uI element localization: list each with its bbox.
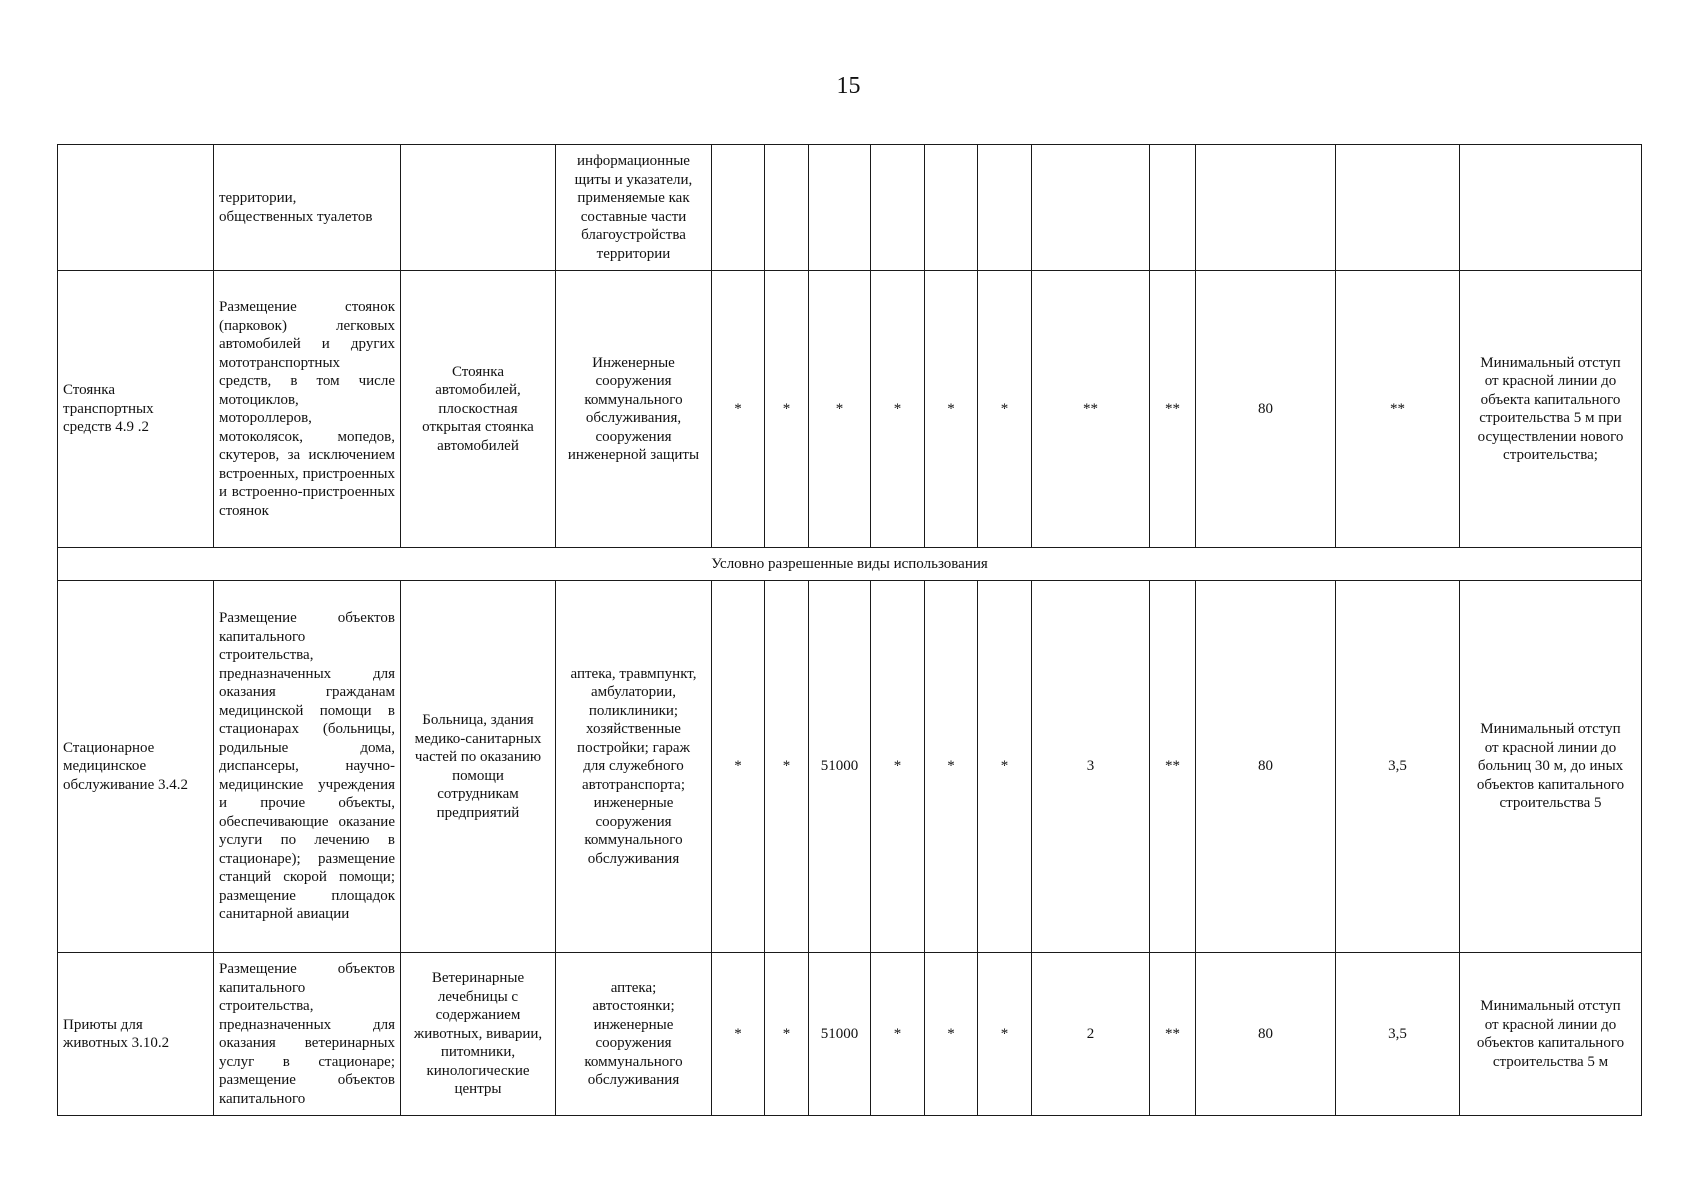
param-cell: 80	[1196, 271, 1336, 548]
main-objects-cell: Стоянка автомобилей, плоскостная открытая стоянка автомобилей	[401, 271, 556, 548]
param-cell	[978, 145, 1032, 271]
param-cell: *	[712, 953, 765, 1116]
param-cell: *	[925, 271, 978, 548]
param-cell: 2	[1032, 953, 1150, 1116]
param-cell: *	[925, 581, 978, 953]
param-cell: *	[712, 581, 765, 953]
param-cell: *	[765, 271, 809, 548]
note-cell: Минимальный отступ от красной линии до больниц 30 м, до иных объектов капитального строительства 5	[1460, 581, 1642, 953]
param-cell	[765, 145, 809, 271]
use-name-cell: Стационарное медицинское обслуживание 3.4.2	[58, 581, 214, 953]
land-use-regulations-table	[57, 144, 1642, 1116]
param-cell	[871, 145, 925, 271]
param-cell: **	[1150, 271, 1196, 548]
param-cell: 3,5	[1336, 581, 1460, 953]
page-number: 15	[836, 73, 861, 99]
param-cell: **	[1150, 953, 1196, 1116]
param-cell	[1032, 145, 1150, 271]
auxiliary-objects-cell: Инженерные сооружения коммунального обслуживания, сооружения инженерной защиты	[556, 271, 712, 548]
param-cell: *	[978, 581, 1032, 953]
param-cell: *	[978, 271, 1032, 548]
main-objects-cell: Больница, здания медико-санитарных частей по оказанию помощи сотрудникам предприятий	[401, 581, 556, 953]
main-objects-cell	[401, 145, 556, 271]
param-cell: *	[978, 953, 1032, 1116]
param-cell: **	[1032, 271, 1150, 548]
param-cell: *	[871, 581, 925, 953]
param-cell: *	[765, 581, 809, 953]
param-cell: *	[765, 953, 809, 1116]
param-cell: *	[871, 953, 925, 1116]
main-objects-cell: Ветеринарные лечебницы с содержанием животных, виварии, питомники, кинологические центры	[401, 953, 556, 1116]
auxiliary-objects-cell: аптека, травмпункт, амбулатории, поликлиники; хозяйственные постройки; гараж для служебного автотранспорта; инженерные сооружения коммунального обслуживания	[556, 581, 712, 953]
param-cell: 51000	[809, 581, 871, 953]
param-cell: 3	[1032, 581, 1150, 953]
param-cell	[1150, 145, 1196, 271]
auxiliary-objects-cell: аптека; автостоянки; инженерные сооружения коммунального обслуживания	[556, 953, 712, 1116]
use-name-cell	[58, 145, 214, 271]
section-title: Условно разрешенные виды использования	[58, 548, 1642, 581]
table-row-animal-shelter	[58, 953, 1642, 1116]
use-description-cell: территории, общественных туалетов	[214, 145, 401, 271]
table-row-continued	[58, 145, 1642, 271]
auxiliary-objects-cell: информационные щиты и указатели, применяемые как составные части благоустройства территории	[556, 145, 712, 271]
use-name-cell: Приюты для животных 3.10.2	[58, 953, 214, 1116]
note-cell: Минимальный отступ от красной линии до объекта капитального строительства 5 м при осуществлении нового строительства;	[1460, 271, 1642, 548]
param-cell: *	[712, 271, 765, 548]
note-cell: Минимальный отступ от красной линии до объектов капитального строительства 5 м	[1460, 953, 1642, 1116]
param-cell: **	[1336, 271, 1460, 548]
param-cell: 51000	[809, 953, 871, 1116]
param-cell	[925, 145, 978, 271]
table-row-parking	[58, 271, 1642, 548]
note-cell	[1460, 145, 1642, 271]
section-header-row	[58, 548, 1642, 581]
param-cell	[1336, 145, 1460, 271]
param-cell: 80	[1196, 953, 1336, 1116]
param-cell: 80	[1196, 581, 1336, 953]
use-description-cell: Размещение стоянок (парковок) легковых автомобилей и других мототранспортных средств, в том числе мотоциклов, мотороллеров, мотоколясок, мопедов, скутеров, за исключением встроенных, пристроенных и встроенно-пристроенных стоянок	[214, 271, 401, 548]
use-name-cell: Стоянка транспортных средств 4.9 .2	[58, 271, 214, 548]
param-cell	[1196, 145, 1336, 271]
param-cell: *	[809, 271, 871, 548]
param-cell: *	[925, 953, 978, 1116]
param-cell	[809, 145, 871, 271]
table-row-hospital	[58, 581, 1642, 953]
param-cell: **	[1150, 581, 1196, 953]
use-description-cell: Размещение объектов капитального строительства, предназначенных для оказания ветеринарных услуг в стационаре; размещение объектов капитального	[214, 953, 401, 1116]
param-cell: 3,5	[1336, 953, 1460, 1116]
param-cell	[712, 145, 765, 271]
param-cell: *	[871, 271, 925, 548]
use-description-cell: Размещение объектов капитального строительства, предназначенных для оказания гражданам медицинской помощи в стационарах (больницы, родильные дома, диспансеры, научно-медицинские учреждения и прочие объекты, обеспечивающие оказание услуги по лечению в стационаре); размещение станций скорой помощи; размещение площадок санитарной авиации	[214, 581, 401, 953]
